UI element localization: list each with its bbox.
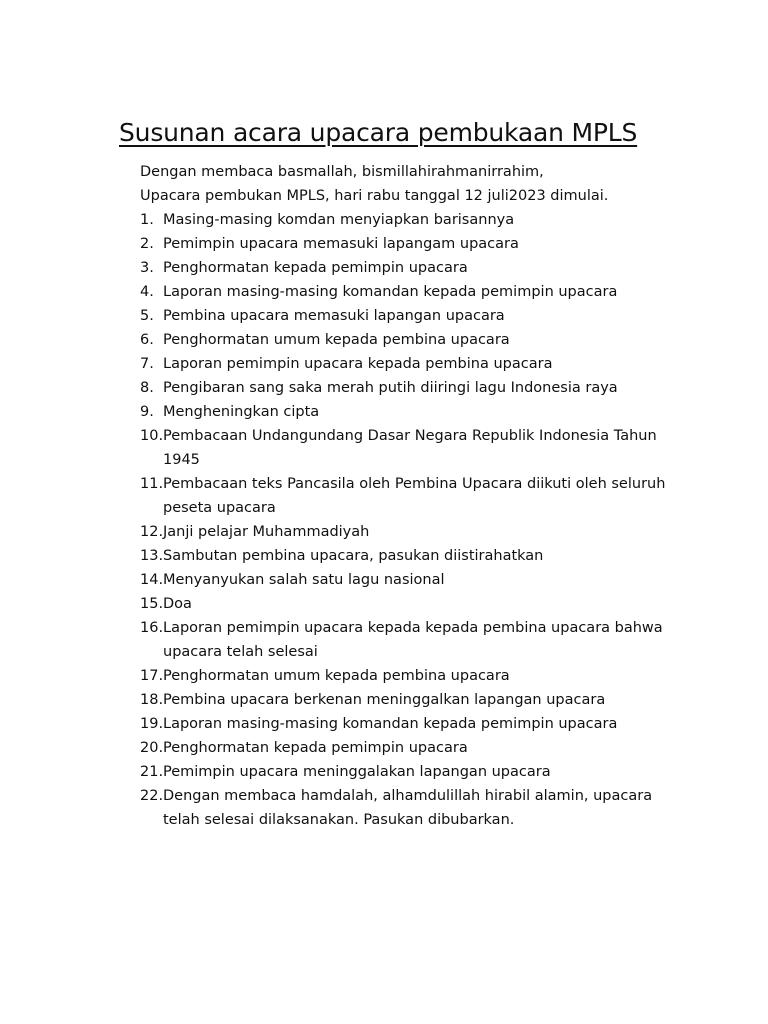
agenda-item-number: 8. — [140, 380, 154, 396]
agenda-item — [140, 616, 680, 664]
agenda-item-text: Mengheningkan cipta — [163, 404, 320, 420]
agenda-item — [140, 472, 680, 520]
agenda-item-number: 13. — [140, 548, 164, 564]
agenda-item-number: 22. — [140, 788, 164, 804]
agenda-item-text: Laporan pemimpin upacara kepada kepada pembina upacara bahwa — [163, 620, 663, 636]
agenda-item — [140, 208, 680, 232]
agenda-item-text: Menyanyukan salah satu lagu nasional — [163, 572, 445, 588]
agenda-item-number: 18. — [140, 692, 164, 708]
agenda-item-text: Penghormatan kepada pemimpin upacara — [163, 260, 468, 276]
agenda-item — [140, 424, 680, 472]
agenda-item-text: Dengan membaca hamdalah, alhamdulillah hirabil alamin, upacara — [163, 788, 653, 804]
agenda-item-number: 11. — [140, 476, 164, 492]
agenda-item-text: Masing-masing komdan menyiapkan barisannya — [163, 212, 515, 228]
agenda-item — [140, 328, 680, 352]
agenda-item-number: 15. — [140, 596, 164, 612]
agenda-item — [140, 232, 680, 256]
agenda-item-number: 21. — [140, 764, 164, 780]
agenda-item-text: Sambutan pembina upacara, pasukan diistirahatkan — [163, 548, 544, 564]
agenda-item — [140, 400, 680, 424]
agenda-item — [140, 376, 680, 400]
agenda-item-text: Pembina upacara memasuki lapangan upacara — [163, 308, 505, 324]
agenda-item-text: Penghormatan umum kepada pembina upacara — [163, 332, 510, 348]
agenda-item-number: 17. — [140, 668, 164, 684]
agenda-item — [140, 592, 680, 616]
agenda-item — [140, 688, 680, 712]
agenda-item-number: 20. — [140, 740, 164, 756]
agenda-item-text: Laporan masing-masing komandan kepada pemimpin upacara — [163, 716, 618, 732]
intro-paragraph — [140, 160, 608, 208]
agenda-item-number: 4. — [140, 284, 154, 300]
agenda-item-number: 14. — [140, 572, 164, 588]
agenda-item — [140, 712, 680, 736]
document-title: Susunan acara upacara pembukaan MPLS — [119, 118, 638, 147]
agenda-item-number: 16. — [140, 620, 164, 636]
agenda-item-number: 6. — [140, 332, 154, 348]
agenda-item — [140, 256, 680, 280]
agenda-item — [140, 736, 680, 760]
agenda-item-number: 9. — [140, 404, 154, 420]
intro-line: Dengan membaca basmallah, bismillahirahmanirrahim, — [140, 164, 544, 180]
agenda-item — [140, 544, 680, 568]
agenda-item-text: Penghormatan kepada pemimpin upacara — [163, 740, 468, 756]
agenda-item-text: Pemimpin upacara meninggalakan lapangan upacara — [163, 764, 551, 780]
agenda-item — [140, 568, 680, 592]
agenda-item-text: Laporan pemimpin upacara kepada pembina upacara — [163, 356, 553, 372]
agenda-item-text: Janji pelajar Muhammadiyah — [163, 524, 370, 540]
agenda-item — [140, 352, 680, 376]
agenda-item-number: 1. — [140, 212, 154, 228]
agenda-item-text: 1945 — [163, 452, 200, 468]
agenda-item-text: Pembina upacara berkenan meninggalkan lapangan upacara — [163, 692, 606, 708]
agenda-item-number: 5. — [140, 308, 154, 324]
agenda-item-text: Pemimpin upacara memasuki lapangam upacara — [163, 236, 519, 252]
agenda-item-text: Doa — [163, 596, 192, 612]
agenda-list — [140, 208, 680, 832]
agenda-item-text: Pembacaan teks Pancasila oleh Pembina Upacara diikuti oleh seluruh — [163, 476, 666, 492]
agenda-item — [140, 760, 680, 784]
agenda-item — [140, 280, 680, 304]
agenda-item — [140, 304, 680, 328]
agenda-item-text: Penghormatan umum kepada pembina upacara — [163, 668, 510, 684]
agenda-item-number: 7. — [140, 356, 154, 372]
agenda-item-text: Laporan masing-masing komandan kepada pemimpin upacara — [163, 284, 618, 300]
agenda-item — [140, 664, 680, 688]
agenda-item-text: telah selesai dilaksanakan. Pasukan dibubarkan. — [163, 812, 515, 828]
agenda-item-text: Pengibaran sang saka merah putih diiringi lagu Indonesia raya — [163, 380, 618, 396]
agenda-item — [140, 520, 680, 544]
agenda-item-text: Pembacaan Undangundang Dasar Negara Republik Indonesia Tahun — [163, 428, 657, 444]
agenda-item-number: 2. — [140, 236, 154, 252]
agenda-item-text: upacara telah selesai — [163, 644, 318, 660]
agenda-item — [140, 784, 680, 832]
agenda-item-number: 3. — [140, 260, 154, 276]
intro-line: Upacara pembukan MPLS, hari rabu tanggal 12 juli2023 dimulai. — [140, 188, 609, 204]
agenda-item-number: 10. — [140, 428, 164, 444]
agenda-item-text: peseta upacara — [163, 500, 276, 516]
agenda-item-number: 19. — [140, 716, 164, 732]
agenda-item-number: 12. — [140, 524, 164, 540]
